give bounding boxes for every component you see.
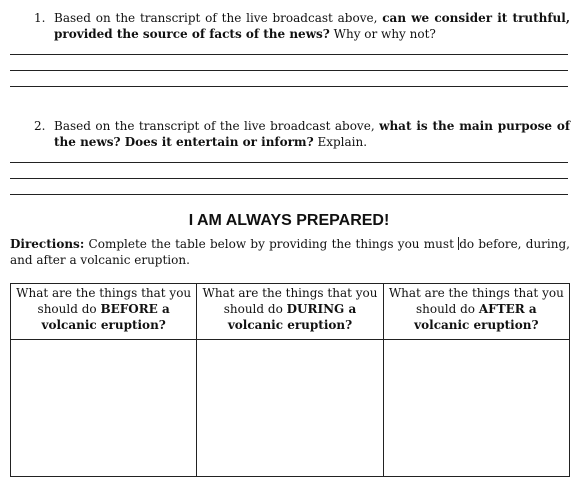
column-header-after-lead: What are the things that you should do — [388, 286, 564, 316]
column-header-before-lead: What are the things that you should do — [16, 286, 192, 316]
directions-body-end: do before, during, and after a volcanic eruption. — [10, 237, 570, 267]
directions-body-start: Complete the table below by providing the things you must — [84, 237, 459, 251]
question-1-lead: Based on the transcript of the live broadcast above, — [54, 11, 383, 25]
preparedness-table — [10, 283, 570, 477]
column-header-during — [197, 284, 383, 340]
question-1-number: 1. — [34, 11, 46, 25]
section-heading: I AM ALWAYS PREPARED! — [188, 212, 390, 229]
question-1-text — [54, 10, 570, 42]
answer-line-1c[interactable] — [10, 86, 568, 87]
answer-cell-after[interactable] — [383, 340, 569, 477]
question-2-lead: Based on the transcript of the live broadcast above, — [54, 119, 380, 133]
answer-cell-before[interactable] — [11, 340, 197, 477]
question-1 — [34, 10, 570, 44]
question-2-number: 2. — [34, 119, 46, 133]
question-2-bold: what is the main purpose of the news? Does it entertain or inform? — [54, 119, 571, 149]
table-answer-row — [11, 340, 570, 477]
answer-line-1b[interactable] — [10, 70, 568, 71]
answer-line-2b[interactable] — [10, 178, 568, 179]
answer-cell-during[interactable] — [197, 340, 383, 477]
column-header-before-bold: BEFORE a volcanic eruption? — [41, 302, 170, 332]
column-header-during-bold: DURING a volcanic eruption? — [227, 302, 357, 332]
table-header-row — [11, 284, 570, 340]
question-2-tail: Explain. — [313, 135, 368, 149]
column-header-before — [11, 284, 197, 340]
question-1-bold: can we consider it truthful, provided the source of facts of the news? — [54, 11, 571, 41]
question-1-tail: Why or why not? — [329, 27, 436, 41]
directions-label: Directions: — [10, 237, 85, 251]
column-header-during-lead: What are the things that you should do — [202, 286, 378, 316]
answer-line-2c[interactable] — [10, 194, 568, 195]
question-2-text — [54, 118, 570, 150]
column-header-after-bold: AFTER a volcanic eruption? — [414, 302, 539, 332]
directions-text — [10, 236, 570, 268]
question-2 — [34, 118, 570, 152]
column-header-after — [383, 284, 569, 340]
answer-line-1a[interactable] — [10, 54, 568, 55]
answer-line-2a[interactable] — [10, 162, 568, 163]
